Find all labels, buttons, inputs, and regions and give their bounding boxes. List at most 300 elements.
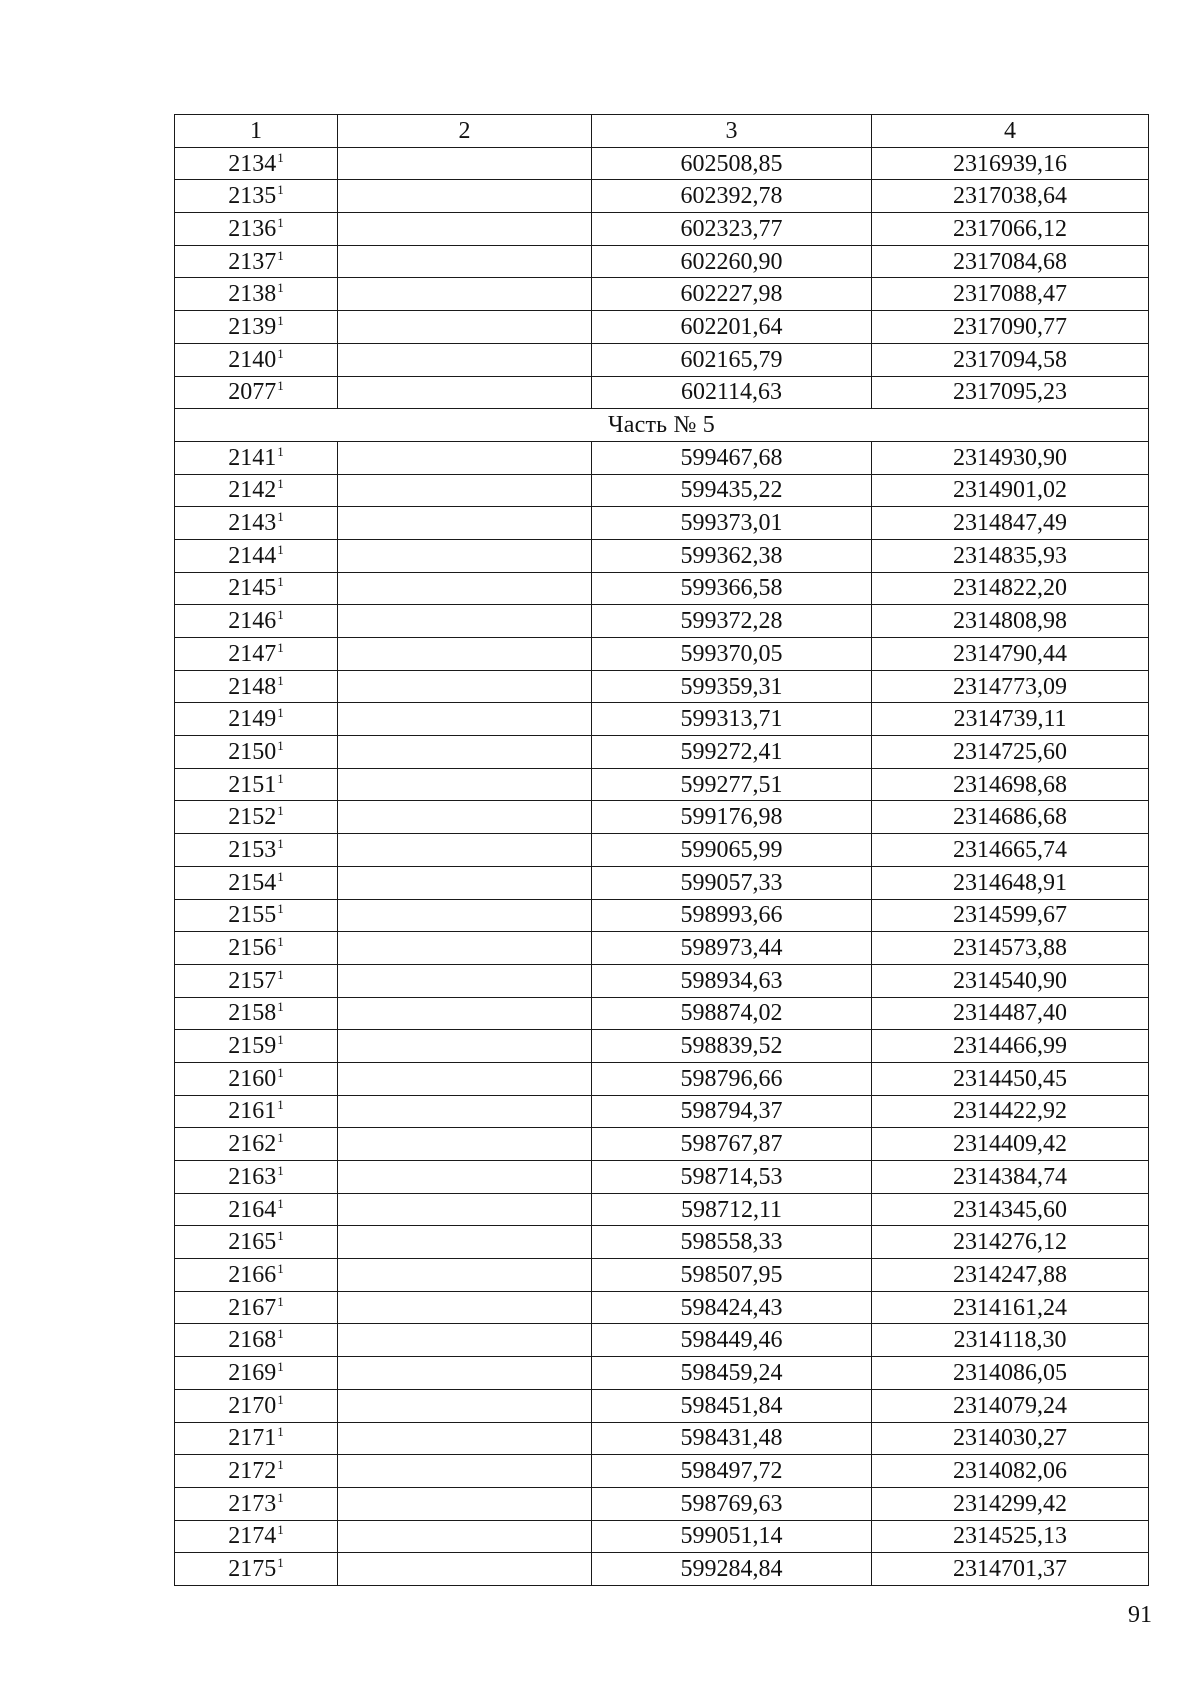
point-number: 2165 [228, 1229, 277, 1256]
y-coordinate-cell: 2314422,92 [872, 1095, 1149, 1128]
section-title: Часть № 5 [175, 409, 1149, 442]
point-number: 2173 [228, 1490, 277, 1517]
point-superscript: 1 [277, 214, 284, 230]
point-superscript: 1 [277, 182, 284, 198]
y-coordinate-cell: 2314299,42 [872, 1487, 1149, 1520]
table-row [175, 736, 1149, 769]
empty-cell [338, 638, 592, 671]
x-coordinate-cell: 598796,66 [592, 1062, 872, 1095]
empty-cell [338, 1193, 592, 1226]
point-number-cell [175, 441, 338, 474]
empty-cell [338, 278, 592, 311]
point-number: 2142 [228, 477, 277, 504]
point-number-cell [175, 278, 338, 311]
empty-cell [338, 1389, 592, 1422]
y-coordinate-cell: 2314808,98 [872, 605, 1149, 638]
section-row [175, 409, 1149, 442]
x-coordinate-cell: 599176,98 [592, 801, 872, 834]
x-coordinate-cell: 598767,87 [592, 1128, 872, 1161]
x-coordinate-cell: 599372,28 [592, 605, 872, 638]
point-superscript: 1 [277, 280, 284, 296]
empty-cell [338, 670, 592, 703]
point-superscript: 1 [277, 312, 284, 328]
x-coordinate-cell: 598874,02 [592, 997, 872, 1030]
y-coordinate-cell: 2317038,64 [872, 180, 1149, 213]
point-number-cell [175, 572, 338, 605]
x-coordinate-cell: 599272,41 [592, 736, 872, 769]
point-number: 2077 [228, 379, 277, 406]
y-coordinate-cell: 2314409,42 [872, 1128, 1149, 1161]
table-row [175, 278, 1149, 311]
y-coordinate-cell: 2317084,68 [872, 245, 1149, 278]
point-number: 2148 [228, 673, 277, 700]
table-body-part-b [175, 441, 1149, 1585]
point-number: 2144 [228, 542, 277, 569]
table-row [175, 1193, 1149, 1226]
table-row [175, 1062, 1149, 1095]
header-col-4: 4 [872, 115, 1149, 148]
x-coordinate-cell: 602508,85 [592, 147, 872, 180]
table-row [175, 245, 1149, 278]
table-row [175, 1520, 1149, 1553]
point-number: 2164 [228, 1196, 277, 1223]
point-superscript: 1 [277, 1162, 284, 1178]
point-superscript: 1 [277, 1064, 284, 1080]
empty-cell [338, 834, 592, 867]
point-superscript: 1 [277, 770, 284, 786]
table-row [175, 1128, 1149, 1161]
point-superscript: 1 [277, 541, 284, 557]
point-number-cell [175, 1324, 338, 1357]
table-row [175, 376, 1149, 409]
empty-cell [338, 1357, 592, 1390]
empty-cell [338, 1520, 592, 1553]
x-coordinate-cell: 599370,05 [592, 638, 872, 671]
point-number-cell [175, 213, 338, 246]
point-number: 2141 [228, 444, 277, 471]
point-number-cell [175, 670, 338, 703]
x-coordinate-cell: 598769,63 [592, 1487, 872, 1520]
point-superscript: 1 [277, 1097, 284, 1113]
x-coordinate-cell: 598424,43 [592, 1291, 872, 1324]
point-number: 2134 [228, 150, 277, 177]
point-number: 2153 [228, 836, 277, 863]
point-number-cell [175, 1520, 338, 1553]
point-number-cell [175, 964, 338, 997]
y-coordinate-cell: 2314773,09 [872, 670, 1149, 703]
empty-cell [338, 441, 592, 474]
empty-cell [338, 932, 592, 965]
point-superscript: 1 [277, 1130, 284, 1146]
x-coordinate-cell: 598459,24 [592, 1357, 872, 1390]
empty-cell [338, 507, 592, 540]
y-coordinate-cell: 2314247,88 [872, 1259, 1149, 1292]
empty-cell [338, 343, 592, 376]
x-coordinate-cell: 602201,64 [592, 311, 872, 344]
point-number: 2159 [228, 1033, 277, 1060]
empty-cell [338, 1422, 592, 1455]
point-superscript: 1 [277, 1424, 284, 1440]
point-number-cell [175, 507, 338, 540]
point-superscript: 1 [277, 345, 284, 361]
y-coordinate-cell: 2314822,20 [872, 572, 1149, 605]
x-coordinate-cell: 598714,53 [592, 1161, 872, 1194]
header-col-2: 2 [338, 115, 592, 148]
empty-cell [338, 1128, 592, 1161]
point-number-cell [175, 376, 338, 409]
empty-cell [338, 1095, 592, 1128]
table-row [175, 670, 1149, 703]
point-number-cell [175, 1259, 338, 1292]
x-coordinate-cell: 598449,46 [592, 1324, 872, 1357]
point-number-cell [175, 736, 338, 769]
section-header-body [175, 409, 1149, 442]
point-superscript: 1 [277, 1032, 284, 1048]
table-row [175, 1161, 1149, 1194]
point-number: 2152 [228, 804, 277, 831]
y-coordinate-cell: 2314739,11 [872, 703, 1149, 736]
point-number-cell [175, 1161, 338, 1194]
header-col-3: 3 [592, 115, 872, 148]
empty-cell [338, 997, 592, 1030]
table-row [175, 866, 1149, 899]
point-superscript: 1 [277, 737, 284, 753]
y-coordinate-cell: 2314487,40 [872, 997, 1149, 1030]
empty-cell [338, 180, 592, 213]
empty-cell [338, 1291, 592, 1324]
y-coordinate-cell: 2316939,16 [872, 147, 1149, 180]
point-superscript: 1 [277, 1228, 284, 1244]
point-number: 2169 [228, 1359, 277, 1386]
x-coordinate-cell: 598712,11 [592, 1193, 872, 1226]
x-coordinate-cell: 599373,01 [592, 507, 872, 540]
point-number: 2167 [228, 1294, 277, 1321]
table-row [175, 180, 1149, 213]
point-number: 2161 [228, 1098, 277, 1125]
empty-cell [338, 474, 592, 507]
point-number-cell [175, 1487, 338, 1520]
table-row [175, 703, 1149, 736]
point-superscript: 1 [277, 1489, 284, 1505]
empty-cell [338, 1259, 592, 1292]
table-row [175, 605, 1149, 638]
point-number-cell [175, 1095, 338, 1128]
point-number: 2149 [228, 706, 277, 733]
point-number: 2156 [228, 935, 277, 962]
y-coordinate-cell: 2317088,47 [872, 278, 1149, 311]
table-row [175, 834, 1149, 867]
point-superscript: 1 [277, 247, 284, 263]
x-coordinate-cell: 602227,98 [592, 278, 872, 311]
point-number: 2171 [228, 1425, 277, 1452]
x-coordinate-cell: 598934,63 [592, 964, 872, 997]
point-number: 2158 [228, 1000, 277, 1027]
table-row [175, 899, 1149, 932]
point-number-cell [175, 997, 338, 1030]
point-number-cell [175, 703, 338, 736]
y-coordinate-cell: 2314345,60 [872, 1193, 1149, 1226]
y-coordinate-cell: 2314901,02 [872, 474, 1149, 507]
table-row [175, 1030, 1149, 1063]
point-number: 2157 [228, 967, 277, 994]
point-number-cell [175, 343, 338, 376]
point-superscript: 1 [277, 705, 284, 721]
y-coordinate-cell: 2314525,13 [872, 1520, 1149, 1553]
point-number: 2174 [228, 1523, 277, 1550]
x-coordinate-cell: 598507,95 [592, 1259, 872, 1292]
point-number: 2139 [228, 313, 277, 340]
empty-cell [338, 899, 592, 932]
y-coordinate-cell: 2314725,60 [872, 736, 1149, 769]
point-superscript: 1 [277, 509, 284, 525]
point-superscript: 1 [277, 1358, 284, 1374]
point-superscript: 1 [277, 149, 284, 165]
empty-cell [338, 1030, 592, 1063]
point-number-cell [175, 1455, 338, 1488]
empty-cell [338, 866, 592, 899]
y-coordinate-cell: 2314599,67 [872, 899, 1149, 932]
empty-cell [338, 801, 592, 834]
table-row [175, 147, 1149, 180]
table-row [175, 1291, 1149, 1324]
x-coordinate-cell: 598839,52 [592, 1030, 872, 1063]
table-row [175, 539, 1149, 572]
y-coordinate-cell: 2314118,30 [872, 1324, 1149, 1357]
point-superscript: 1 [277, 1195, 284, 1211]
table-row [175, 1389, 1149, 1422]
empty-cell [338, 1161, 592, 1194]
y-coordinate-cell: 2314450,45 [872, 1062, 1149, 1095]
x-coordinate-cell: 598973,44 [592, 932, 872, 965]
empty-cell [338, 703, 592, 736]
point-number-cell [175, 638, 338, 671]
point-superscript: 1 [277, 574, 284, 590]
table-row [175, 801, 1149, 834]
table-row [175, 1357, 1149, 1390]
point-superscript: 1 [277, 803, 284, 819]
x-coordinate-cell: 598431,48 [592, 1422, 872, 1455]
point-number: 2162 [228, 1131, 277, 1158]
point-number-cell [175, 1062, 338, 1095]
x-coordinate-cell: 602323,77 [592, 213, 872, 246]
x-coordinate-cell: 602260,90 [592, 245, 872, 278]
y-coordinate-cell: 2314930,90 [872, 441, 1149, 474]
x-coordinate-cell: 599467,68 [592, 441, 872, 474]
empty-cell [338, 605, 592, 638]
point-number-cell [175, 539, 338, 572]
point-superscript: 1 [277, 934, 284, 950]
point-number-cell [175, 768, 338, 801]
point-superscript: 1 [277, 999, 284, 1015]
table-row [175, 964, 1149, 997]
y-coordinate-cell: 2314082,06 [872, 1455, 1149, 1488]
y-coordinate-cell: 2314686,68 [872, 801, 1149, 834]
point-number-cell [175, 180, 338, 213]
point-number: 2154 [228, 869, 277, 896]
table-row [175, 1487, 1149, 1520]
point-superscript: 1 [277, 1522, 284, 1538]
table-row [175, 1324, 1149, 1357]
y-coordinate-cell: 2314790,44 [872, 638, 1149, 671]
point-number-cell [175, 147, 338, 180]
point-number: 2166 [228, 1261, 277, 1288]
y-coordinate-cell: 2314648,91 [872, 866, 1149, 899]
x-coordinate-cell: 602392,78 [592, 180, 872, 213]
point-superscript: 1 [277, 607, 284, 623]
point-number-cell [175, 1291, 338, 1324]
point-number-cell [175, 245, 338, 278]
table-row [175, 638, 1149, 671]
y-coordinate-cell: 2314466,99 [872, 1030, 1149, 1063]
empty-cell [338, 245, 592, 278]
x-coordinate-cell: 599366,58 [592, 572, 872, 605]
y-coordinate-cell: 2317066,12 [872, 213, 1149, 246]
y-coordinate-cell: 2314079,24 [872, 1389, 1149, 1422]
table-body-part-a [175, 147, 1149, 409]
x-coordinate-cell: 599359,31 [592, 670, 872, 703]
table-row [175, 572, 1149, 605]
point-number: 2168 [228, 1327, 277, 1354]
table-row [175, 1455, 1149, 1488]
empty-cell [338, 964, 592, 997]
y-coordinate-cell: 2317094,58 [872, 343, 1149, 376]
point-superscript: 1 [277, 966, 284, 982]
x-coordinate-cell: 599284,84 [592, 1553, 872, 1586]
empty-cell [338, 376, 592, 409]
table-row [175, 768, 1149, 801]
point-number: 2150 [228, 738, 277, 765]
table-row [175, 213, 1149, 246]
x-coordinate-cell: 598794,37 [592, 1095, 872, 1128]
table-row [175, 1259, 1149, 1292]
table-row [175, 997, 1149, 1030]
point-number: 2151 [228, 771, 277, 798]
x-coordinate-cell: 599051,14 [592, 1520, 872, 1553]
point-number: 2136 [228, 215, 277, 242]
point-number-cell [175, 311, 338, 344]
table-row [175, 311, 1149, 344]
point-number-cell [175, 1226, 338, 1259]
x-coordinate-cell: 602114,63 [592, 376, 872, 409]
point-superscript: 1 [277, 901, 284, 917]
empty-cell [338, 1324, 592, 1357]
point-superscript: 1 [277, 639, 284, 655]
point-number-cell [175, 866, 338, 899]
y-coordinate-cell: 2314573,88 [872, 932, 1149, 965]
x-coordinate-cell: 599435,22 [592, 474, 872, 507]
y-coordinate-cell: 2314030,27 [872, 1422, 1149, 1455]
point-number-cell [175, 1357, 338, 1390]
y-coordinate-cell: 2314847,49 [872, 507, 1149, 540]
point-number: 2143 [228, 510, 277, 537]
empty-cell [338, 311, 592, 344]
point-superscript: 1 [277, 1457, 284, 1473]
point-number-cell [175, 834, 338, 867]
x-coordinate-cell: 598451,84 [592, 1389, 872, 1422]
y-coordinate-cell: 2314665,74 [872, 834, 1149, 867]
point-number-cell [175, 1128, 338, 1161]
empty-cell [338, 1226, 592, 1259]
table-row [175, 1553, 1149, 1586]
y-coordinate-cell: 2314276,12 [872, 1226, 1149, 1259]
point-number: 2138 [228, 281, 277, 308]
point-number: 2170 [228, 1392, 277, 1419]
point-number-cell [175, 899, 338, 932]
point-superscript: 1 [277, 868, 284, 884]
empty-cell [338, 736, 592, 769]
empty-cell [338, 1553, 592, 1586]
y-coordinate-cell: 2314701,37 [872, 1553, 1149, 1586]
y-coordinate-cell: 2314835,93 [872, 539, 1149, 572]
y-coordinate-cell: 2314540,90 [872, 964, 1149, 997]
empty-cell [338, 147, 592, 180]
table-row [175, 1226, 1149, 1259]
x-coordinate-cell: 599313,71 [592, 703, 872, 736]
table-row [175, 1095, 1149, 1128]
point-number-cell [175, 1030, 338, 1063]
point-number-cell [175, 801, 338, 834]
point-superscript: 1 [277, 835, 284, 851]
table-row [175, 1422, 1149, 1455]
point-superscript: 1 [277, 378, 284, 394]
point-number-cell [175, 932, 338, 965]
table-row [175, 932, 1149, 965]
y-coordinate-cell: 2314384,74 [872, 1161, 1149, 1194]
point-number-cell [175, 1389, 338, 1422]
table-header [175, 115, 1149, 148]
y-coordinate-cell: 2314161,24 [872, 1291, 1149, 1324]
point-number-cell [175, 1422, 338, 1455]
x-coordinate-cell: 598558,33 [592, 1226, 872, 1259]
x-coordinate-cell: 599057,33 [592, 866, 872, 899]
table-row [175, 441, 1149, 474]
y-coordinate-cell: 2314698,68 [872, 768, 1149, 801]
table-row [175, 474, 1149, 507]
empty-cell [338, 1487, 592, 1520]
y-coordinate-cell: 2317090,77 [872, 311, 1149, 344]
point-number: 2146 [228, 608, 277, 635]
point-number-cell [175, 1193, 338, 1226]
header-col-1: 1 [175, 115, 338, 148]
empty-cell [338, 1062, 592, 1095]
x-coordinate-cell: 599065,99 [592, 834, 872, 867]
coordinates-table [174, 114, 1149, 1586]
point-number: 2160 [228, 1065, 277, 1092]
x-coordinate-cell: 598993,66 [592, 899, 872, 932]
point-superscript: 1 [277, 672, 284, 688]
point-superscript: 1 [277, 1293, 284, 1309]
x-coordinate-cell: 599277,51 [592, 768, 872, 801]
point-superscript: 1 [277, 1555, 284, 1571]
point-number: 2145 [228, 575, 277, 602]
point-superscript: 1 [277, 1326, 284, 1342]
point-number: 2137 [228, 248, 277, 275]
empty-cell [338, 1455, 592, 1488]
empty-cell [338, 213, 592, 246]
point-number-cell [175, 1553, 338, 1586]
point-number: 2163 [228, 1163, 277, 1190]
x-coordinate-cell: 599362,38 [592, 539, 872, 572]
y-coordinate-cell: 2317095,23 [872, 376, 1149, 409]
page-number: 91 [1128, 1602, 1152, 1628]
table-row [175, 507, 1149, 540]
point-superscript: 1 [277, 1391, 284, 1407]
point-number: 2172 [228, 1458, 277, 1485]
x-coordinate-cell: 598497,72 [592, 1455, 872, 1488]
point-number: 2135 [228, 183, 277, 210]
header-row [175, 115, 1149, 148]
point-superscript: 1 [277, 476, 284, 492]
